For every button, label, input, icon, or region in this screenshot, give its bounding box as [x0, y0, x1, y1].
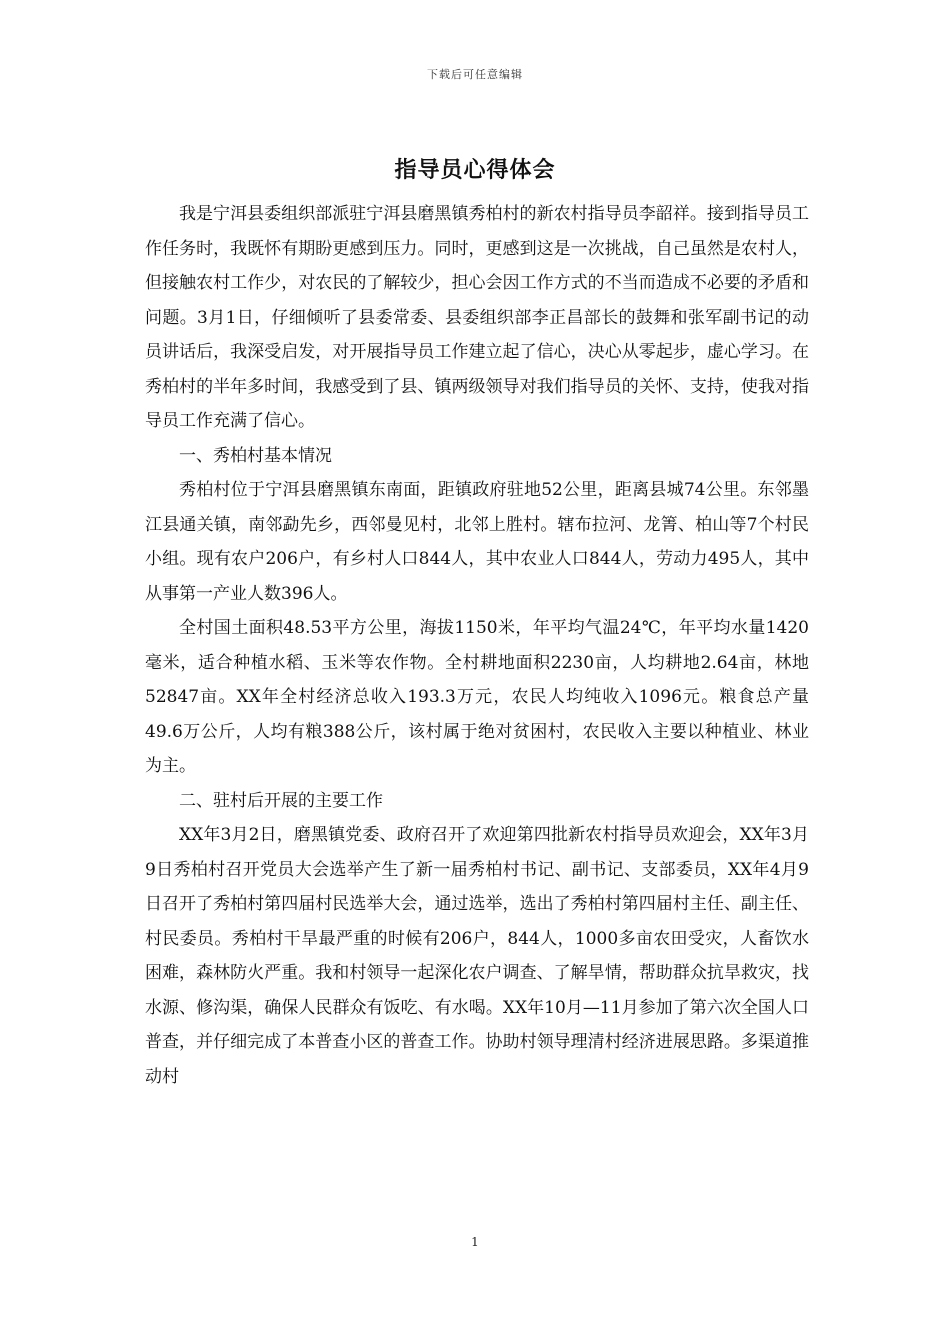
section-heading-main-work: 二、驻村后开展的主要工作: [179, 790, 383, 811]
paragraph-location: 秀柏村位于宁洱县磨黑镇东南面，距镇政府驻地52公里，距离县城74公里。东邻墨江县通关镇，南邻勐先乡，西邻曼见村，北邻上胜村。辖布拉河、龙箐、柏山等7个村民小组。现有农户206户，有乡村人口844人，其中农业人口844人，劳动力495人，其中从事第一产业人数396人。: [145, 480, 809, 604]
page-number: 1: [471, 1235, 479, 1249]
document-body: [145, 197, 809, 1094]
paragraph-work-details: XX年3月2日，磨黑镇党委、政府召开了欢迎第四批新农村指导员欢迎会，XX年3月9日秀柏村召开党员大会选举产生了新一届秀柏村书记、副书记、支部委员，XX年4月9日召开了秀柏村第四届村民选举大会，通过选举，选出了秀柏村第四届村主任、副主任、村民委员。秀柏村干旱最严重的时候有206户，844人，1000多亩农田受灾，人畜饮水困难，森林防火严重。我和村领导一起深化农户调查、了解旱情，帮助群众抗旱救灾，找水源、修沟渠，确保人民群众有饭吃、有水喝。XX年10月—11月参加了第六次全国人口普查，并仔细完成了本普查小区的普查工作。协助村领导理清村经济进展思路。多渠道推动村: [145, 825, 809, 1087]
document-title: 指导员心得体会: [394, 158, 556, 183]
section-heading-basic-info: 一、秀柏村基本情况: [179, 445, 332, 466]
download-note-header: 下载后可任意编辑: [427, 68, 523, 81]
paragraph-land-economy: 全村国土面积48.53平方公里，海拔1150米，年平均气温24℃，年平均水量1420毫米，适合种植水稻、玉米等农作物。全村耕地面积2230亩，人均耕地2.64亩，林地52847亩。XX年全村经济总收入193.3万元，农民人均纯收入1096元。粮食总产量49.6万公斤，人均有粮388公斤，该村属于绝对贫困村，农民收入主要以种植业、林业为主。: [145, 618, 809, 776]
paragraph-intro: 我是宁洱县委组织部派驻宁洱县磨黑镇秀柏村的新农村指导员李韶祥。接到指导员工作任务时，我既怀有期盼更感到压力。同时，更感到这是一次挑战，自己虽然是农村人，但接触农村工作少，对农民的了解较少，担心会因工作方式的不当而造成不必要的矛盾和问题。3月1日，仔细倾听了县委常委、县委组织部李正昌部长的鼓舞和张军副书记的动员讲话后，我深受启发，对开展指导员工作建立起了信心，决心从零起步，虚心学习。在秀柏村的半年多时间，我感受到了县、镇两级领导对我们指导员的关怀、支持，使我对指导员工作充满了信心。: [145, 204, 809, 431]
